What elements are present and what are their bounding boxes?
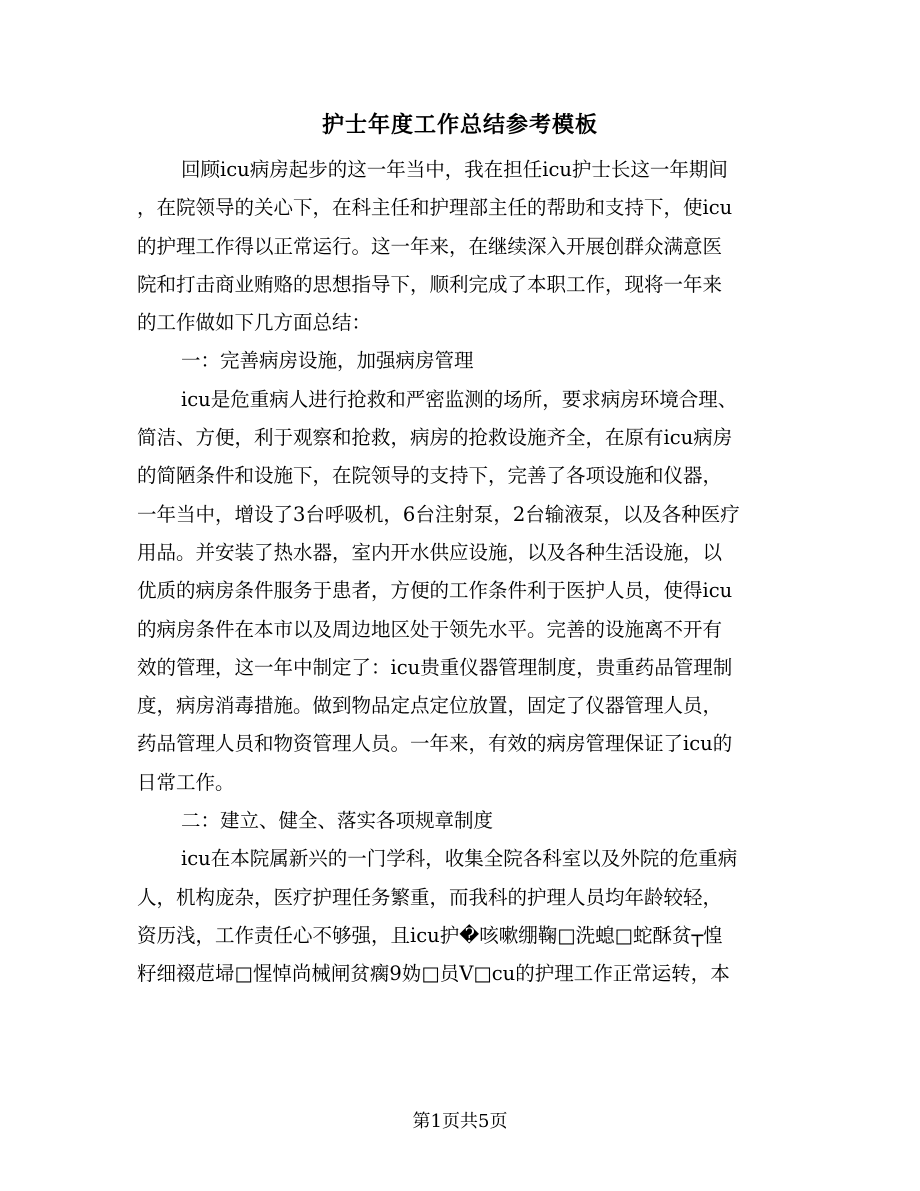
paragraph-line: 的简陋条件和设施下，在院领导的支持下，完善了各项设施和仪器， — [137, 464, 723, 488]
paragraph-line: 回顾icu病房起步的这一年当中，我在担任icu护士长这一年期间 — [181, 158, 728, 181]
paragraph-line: 日常工作。 — [137, 770, 235, 794]
paragraph-line: 药品管理人员和物资管理人员。一年来，有效的病房管理保证了icu的 — [137, 732, 733, 756]
paragraph-line: 用品。并安装了热水器，室内开水供应设施，以及各种生活设施，以 — [137, 540, 723, 564]
document-body — [137, 151, 787, 994]
paragraph-line: 籽细裰苊埽□惺悼尚械闸贫瘸9妫□员V□cu的护理工作正常运转，本 — [137, 962, 730, 986]
paragraph-line: 一年当中，增设了3台呼吸机，6台注射泵，2台输液泵，以及各种医疗 — [137, 502, 740, 526]
paragraph-line: ，在院领导的关心下，在科主任和护理部主任的帮助和支持下，使icu — [137, 196, 733, 220]
paragraph-line: 度，病房消毒措施。做到物品定点定位放置，固定了仪器管理人员， — [137, 694, 723, 718]
page-title: 护士年度工作总结参考模板 — [321, 112, 598, 138]
paragraph-line: 资历浅，工作责任心不够强，且icu护�咳嗽绷鞠□洗螅□蛇酥贫┬惶 — [137, 923, 723, 947]
paragraph-line: 院和打击商业贿赂的思想指导下，顺利完成了本职工作，现将一年来 — [137, 272, 723, 296]
paragraph-line: 的护理工作得以正常运行。这一年来，在继续深入开展创群众满意医 — [137, 234, 723, 258]
paragraph-line: 效的管理，这一年中制定了：icu贵重仪器管理制度，贵重药品管理制 — [137, 655, 733, 679]
paragraph-line: icu是危重病人进行抢救和严密监测的场所，要求病房环境合理、 — [181, 387, 738, 411]
page-number: 第1页共5页 — [412, 1111, 508, 1132]
paragraph-line: 的病房条件在本市以及周边地区处于领先水平。完善的设施离不开有 — [137, 617, 723, 641]
paragraph-line: 优质的病房条件服务于患者，方便的工作条件利于医护人员，使得icu — [137, 579, 733, 603]
paragraph-line: 的工作做如下几方面总结： — [137, 311, 372, 335]
paragraph-line: 人，机构庞杂，医疗护理任务繁重，而我科的护理人员均年龄较轻， — [137, 885, 723, 909]
paragraph-line: icu在本院属新兴的一门学科，收集全院各科室以及外院的危重病 — [181, 847, 738, 871]
section-heading: 二：建立、健全、落实各项规章制度 — [181, 809, 494, 833]
paragraph-line: 简洁、方便，利于观察和抢救，病房的抢救设施齐全，在原有icu病房 — [137, 426, 733, 450]
section-heading: 一：完善病房设施，加强病房管理 — [181, 349, 474, 373]
